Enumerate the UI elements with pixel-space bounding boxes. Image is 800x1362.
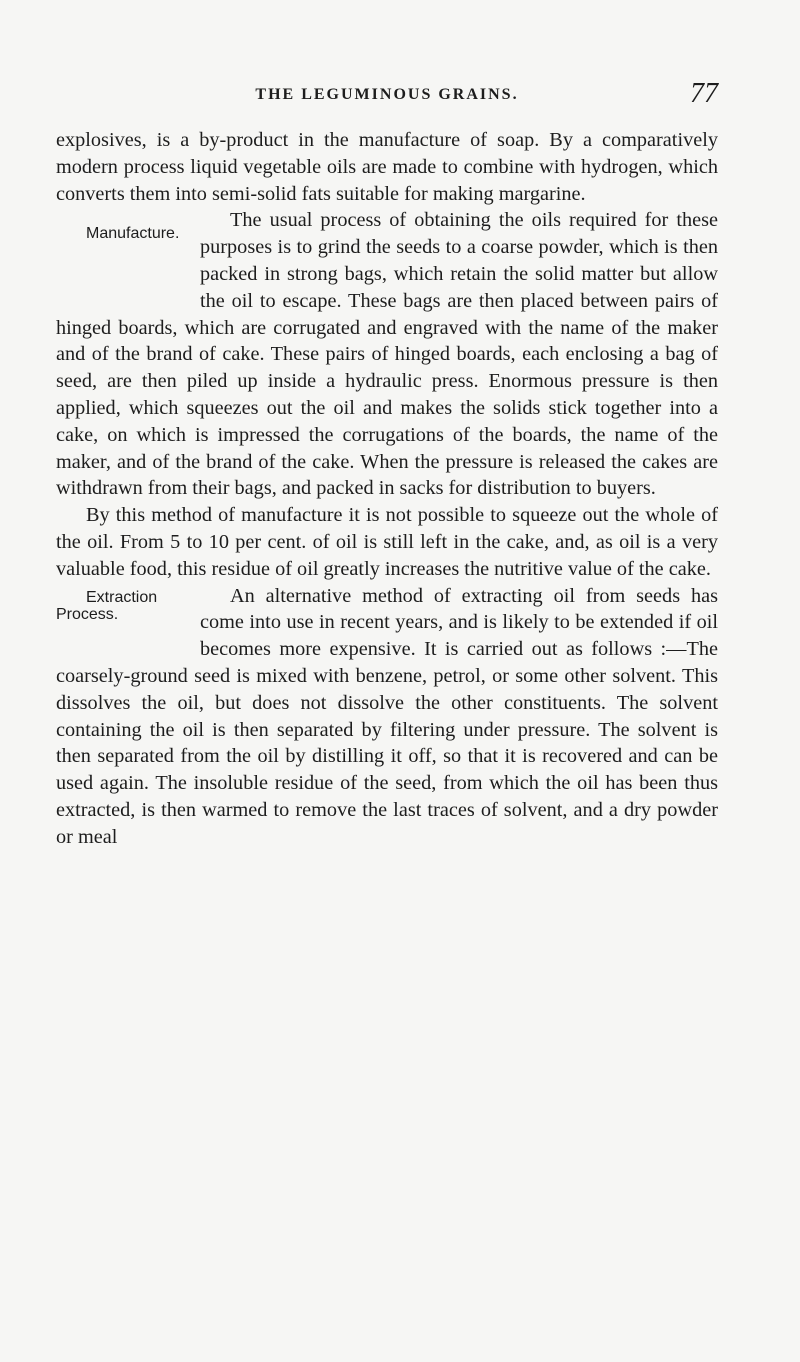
sidenote-manufacture: Manufacture.	[86, 225, 180, 243]
paragraph-2-text: The usual process of obtaining the oils required for these purposes is to grind the seeds to a coarse powder, which is then packed in strong bags, which retain the solid matter but allow the oil to escape. These bags are then placed between pairs of hinged boards, which are corrugated and engraved with the name of the maker and of the brand of cake. These pairs of hinged boards, each enclosing a bag of seed, are then piled up inside a hydraulic press. Enormous pressure is then applied, which squeezes out the oil and makes the solids stick together into a cake, on which is impressed the corrugations of the boards, the name of the maker, and of the brand of the cake. When the pressure is released the cakes are withdrawn from their bags, and packed in sacks for distribution to buyers.	[56, 209, 718, 500]
sidenote-extraction: Extraction Process.	[56, 588, 158, 623]
paragraph-4-text: An alternative method of extracting oil from seeds has come into use in recent years, and is likely to be extended if oil becomes more expensive. It is carried out as follows :—The coarsely-ground seed is mixed with benzene, petrol, or some other solvent. This dissolves the oil, but does not dissolve the other constituents. The solvent containing the oil is then separated by filtering under pressure. The solvent is then separated from the oil by distilling it off, so that it is recovered and can be used again. The insoluble residue of the seed, from which the oil has been thus extracted, is then warmed to remove the last traces of solvent, and a dry powder or meal	[56, 584, 718, 848]
paragraph-2	[56, 207, 718, 502]
page-number: 77	[690, 78, 718, 109]
page-title: THE LEGUMINOUS GRAINS.	[255, 86, 519, 103]
paragraph-1: explosives, is a by-product in the manufacture of soap. By a comparatively modern process liquid vegetable oils are made to combine with hydrogen, which converts them into semi-solid fats suitable for making margarine.	[56, 129, 718, 205]
paragraph-3: By this method of manufacture it is not possible to squeeze out the whole of the oil. From 5 to 10 per cent. of oil is still left in the cake, and, as oil is a very valuable food, this residue of oil greatly increases the nutritive value of the cake.	[56, 504, 718, 580]
running-head	[56, 78, 718, 108]
paragraph-4	[56, 583, 718, 851]
body-text	[56, 127, 718, 851]
